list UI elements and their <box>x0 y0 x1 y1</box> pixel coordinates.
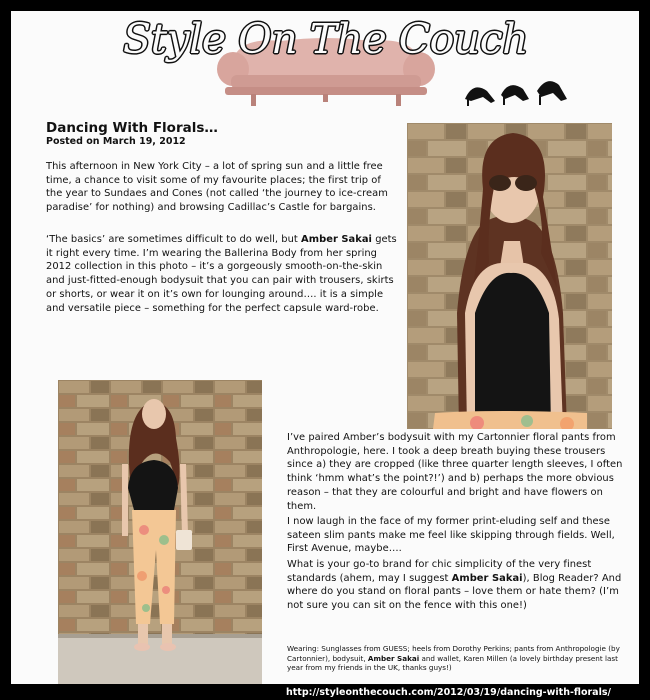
outfit-photo <box>58 380 262 684</box>
brand-name: Amber Sakai <box>451 572 523 584</box>
paragraph-text: ‘The basics’ are sometimes difficult to do well, but <box>46 234 302 245</box>
post-paragraph <box>46 233 398 315</box>
blog-logo-title[interactable]: Style On The Couch <box>123 15 529 63</box>
paragraph-text: What is your go-to brand for chic simplicity of the very finest standards (ahem, may I suggest <box>287 559 592 584</box>
post-title[interactable]: Dancing With Florals… <box>46 120 218 136</box>
brand-name: Amber Sakai <box>301 234 372 245</box>
brand-name: Amber Sakai <box>367 653 420 663</box>
blog-header <box>11 11 639 111</box>
blog-page <box>11 11 639 684</box>
outfit-credits <box>287 644 632 673</box>
post-paragraph: I’ve paired Amber’s bodysuit with my Cartonnier floral pants from Anthropologie, here. I took a deep breath buying these trousers since a) they are cropped (like three quarter length sleeves, I often think ‘hmm what’s the point?!’) and b) perhaps the more obvious reason – that they are colourful and bright and have flowers on them. <box>287 432 623 512</box>
post-url-link[interactable]: http://styleonthecouch.com/2012/03/19/dancing-with-florals/ <box>286 687 611 698</box>
portrait-photo <box>407 123 612 429</box>
credits-text: and wallet, Karen Millen (a lovely birthday present last year from my friends in the UK, thanks guys!) <box>287 653 618 673</box>
post-date: Posted on March 19, 2012 <box>46 136 186 147</box>
credits-text: Wearing: Sunglasses from GUESS; heels from Dorothy Perkins; pants from Anthropologie (by Cartonnier), bodysuit, <box>287 644 620 663</box>
post-paragraph <box>287 558 632 613</box>
post-paragraph: This afternoon in New York City – a lot of spring sun and a little free time, a chance to visit some of my favourite places; the first trip of the year to Sundaes and Cones (not called ‘the journey to ice-cream paradise’ for nothing) and browsing Cadillac’s Castle for bargains. <box>46 161 388 214</box>
paragraph-text: gets it right every time. I’m wearing the Ballerina Body from her spring 2012 collection in this photo – it’s a gorgeously smooth-on-the-skin and just-fitted-enough bodysuit that you can pair with trousers, skirts or shorts, or wear it on it’s own for lounging around…. it is a simple and versatile piece – something for the perfect capsule ward-robe. <box>46 234 397 314</box>
post-paragraph: I now laugh in the face of my former print-eluding self and these sateen slim pants make me feel like skipping through fields. Well, First Avenue, maybe…. <box>287 516 615 555</box>
paragraph-text: ), Blog Reader? And where do you stand on floral pants – love them or hate them? (I’m not sure you can sit on the fence with this one!) <box>287 572 622 612</box>
high-heels-icon <box>461 71 571 107</box>
